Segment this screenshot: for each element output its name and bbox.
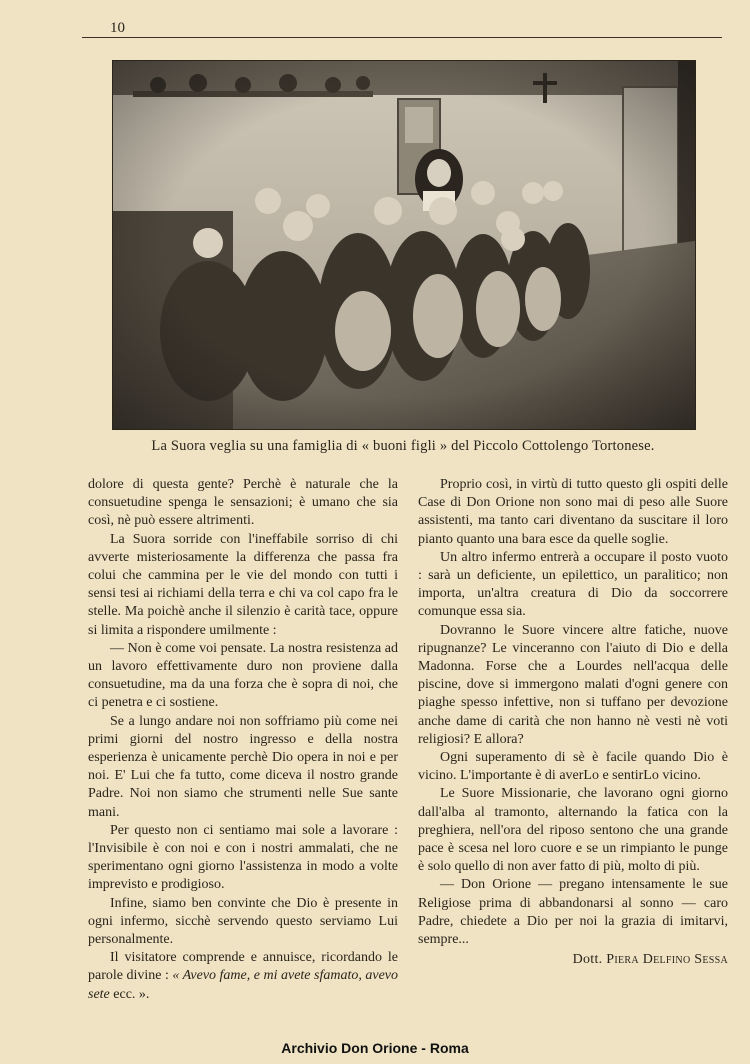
group-photo-image: [112, 60, 696, 430]
archive-footer: Archivio Don Orione - Roma: [281, 1040, 469, 1056]
signature-name: Piera Delfino Sessa: [606, 952, 728, 968]
paragraph: [88, 949, 398, 1004]
paragraph: Infine, siamo ben convinte che Dio è presente in ogni infermo, sicchè servendo questo serviamo Lui personalmente.: [88, 895, 398, 948]
author-signature: [418, 951, 728, 969]
paragraph: Le Suore Missionarie, che lavorano ogni giorno dall'alba al tramonto, alternando la fatica con la preghiera, nell'ora del riposo sentono che una grande pace è scesa nel loro cuore e se un rimpianto le punge è solo quello di non aver fatto di più, molto di più.: [418, 786, 728, 875]
photo-caption: La Suora veglia su una famiglia di « buoni figli » del Piccolo Cottolengo Tortonese.: [151, 438, 655, 454]
paragraph: Dovranno le Suore vincere altre fatiche, nuove ripugnanze? Le vinceranno con l'aiuto di Dio e della Madonna. Forse che a Lourdes nell'acqua delle piscine, dove si immergono malati d'ogni genere con piaghe spesso infettive, non si tuffano per devozione anche dame di carità che non hanno nè vesti nè voti religiosi? E allora?: [418, 622, 728, 747]
paragraph: Proprio così, in virtù di tutto questo gli ospiti delle Case di Don Orione non sono mai di peso alle Suore assistenti, ma tanto cari diventano da suscitare il loro pianto quanto una bara esce da quelle soglie.: [418, 477, 728, 547]
paragraph-text: Il visitatore comprende e annuisce, ricordando le parole divine :: [88, 950, 398, 984]
paragraph: dolore di questa gente? Perchè è naturale che la consuetudine spenga le sensazioni; è umano che sia così, nè può essere altrimenti.: [88, 477, 398, 529]
article-right-column: [418, 476, 728, 969]
paragraph: Per questo non ci sentiamo mai sole a lavorare : l'Invisibile è con noi e con i nostri ammalati, che ne sperimentano ogni giorno l'assistenza in modo a volte imprevisto e prodigioso.: [88, 822, 398, 893]
paragraph: Un altro infermo entrerà a occupare il posto vuoto : sarà un deficiente, un epilettico, un paralitico; non importa, un'altra creatura di Dio da soccorrere comunque essa sia.: [418, 549, 728, 620]
header-rule: [82, 37, 722, 38]
paragraph-text: ecc. ».: [109, 986, 150, 1002]
scripture-quote: « Avevo fame, e mi avete sfamato, avevo sete: [88, 968, 398, 1002]
signature-title: Dott.: [572, 952, 607, 968]
paragraph: — Non è come voi pensate. La nostra resistenza ad un lavoro effettivamente duro non proviene dalla consuetudine, ma da una forza che è sopra di noi, che ci penetra e ci sostiene.: [88, 640, 398, 711]
paragraph: La Suora sorride con l'ineffabile sorriso di chi avverte misteriosamente la differenza che passa fra colui che cammina per le vie del mondo con tutti i sensi tesi ai richiami della terra e chi va col capo fra le stelle. Ma poichè anche il silenzio è carità tace, oppure si limita a rispondere umilmente :: [88, 531, 398, 638]
paragraph: Ogni superamento di sè è facile quando Dio è vicino. L'importante è di averLo e sentirLo vicino.: [418, 750, 728, 784]
paragraph: Se a lungo andare noi non soffriamo più come nei primi giorni del nostro ingresso e della nostra esperienza è unicamente perchè Dio opera in noi e per noi. E' Lui che fa tutto, come diceva il nostro grande Padre. Noi non siamo che strumenti nelle Sue sante mani.: [88, 713, 398, 820]
article-left-column: [88, 476, 398, 1004]
paragraph: — Don Orione — pregano intensamente le sue Religiose prima di abbandonarsi al sonno — caro Padre, chiedete a Dio per noi la grazia di imitarvi, sempre...: [418, 877, 728, 948]
page-number: 10: [110, 20, 125, 36]
